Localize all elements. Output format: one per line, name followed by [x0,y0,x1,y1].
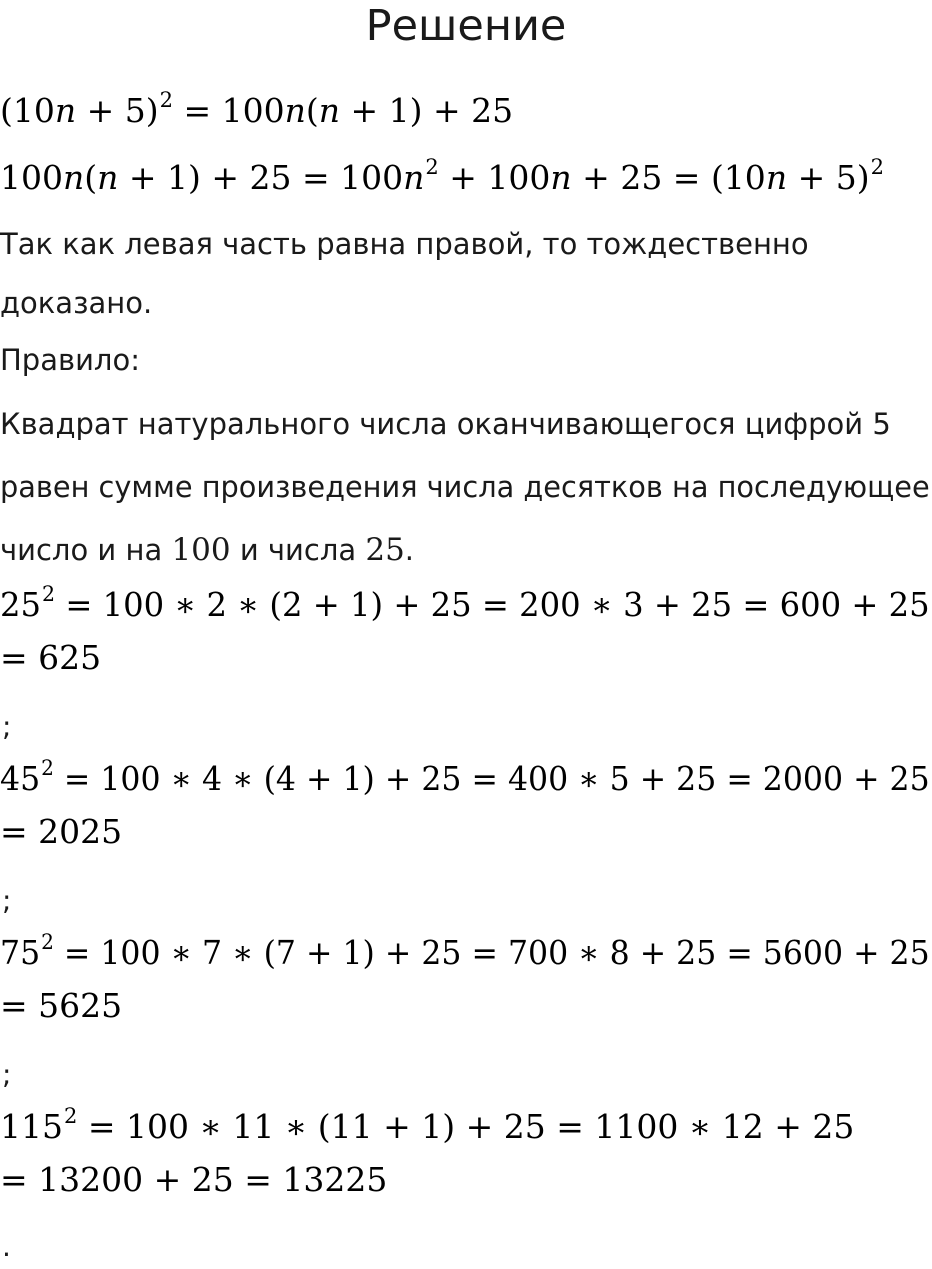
example-1-exponent: 2 [42,582,56,606]
conclusion-line-1: Так как левая часть равна правой, то тождественно [0,227,809,261]
example-3-line-1 [0,931,930,979]
identity-right-side: = 100n(n + 1) + 25 [173,91,514,130]
identity-line-1 [0,89,513,137]
example-4-line-2: = 13200 + 25 = 13225 [0,1160,388,1199]
example-2-line-2: = 2025 [0,812,123,851]
example-2-exponent: 2 [41,756,54,780]
example-4-end-mark: . [2,1230,11,1263]
rule-line-3 [0,530,414,570]
example-1-line-1 [0,583,930,631]
expansion-exponent-a: 2 [425,155,439,179]
example-4-line-1 [0,1105,854,1153]
rule-line-1: Квадрат натурального числа оканчивающегося цифрой 5 [0,407,891,441]
conclusion-line-2: доказано. [0,286,153,320]
example-4-expression: = 100 ∗ 11 ∗ (11 + 1) + 25 = 1100 ∗ 12 + 25 [77,1107,855,1146]
rule-line-3-text: число и на [0,533,172,567]
rule-number-100: 100 [171,532,231,568]
identity-left-base: (10n + 5) [0,91,159,130]
rule-line-3-mid: и числа [230,533,366,567]
rule-line-3-end: . [404,533,415,567]
example-1-separator: ; [2,710,12,743]
expansion-exponent-b: 2 [870,155,884,179]
example-4-exponent: 2 [64,1104,78,1128]
example-2-base: 45 [0,759,41,798]
example-3-exponent: 2 [41,930,54,954]
example-3-expression: = 100 ∗ 7 ∗ (7 + 1) + 25 = 700 ∗ 8 + 25 = 5600 + 25 [53,933,930,972]
expansion-part-a: 100n(n + 1) + 25 = 100n [0,158,425,197]
identity-left-exponent: 2 [159,88,174,112]
example-2-line-1 [0,757,930,805]
identity-line-2 [0,156,884,204]
example-3-separator: ; [2,1058,12,1091]
rule-line-2: равен сумме произведения числа десятков на последующее [0,470,930,504]
example-1-base: 25 [0,585,42,624]
expansion-part-b: + 100n + 25 = (10n + 5) [438,158,870,197]
example-1-line-2: = 625 [0,638,102,677]
example-4-base: 115 [0,1107,63,1146]
rule-number-25: 25 [365,532,405,568]
example-3-line-2: = 5625 [0,986,123,1025]
example-2-expression: = 100 ∗ 4 ∗ (4 + 1) + 25 = 400 ∗ 5 + 25 = 2000 + 25 [53,759,930,798]
rule-heading: Правило: [0,343,140,377]
example-3-base: 75 [0,933,41,972]
page-title: Решение [365,1,567,51]
example-1-expression: = 100 ∗ 2 ∗ (2 + 1) + 25 = 200 ∗ 3 + 25 = 600 + 25 [55,585,930,624]
example-2-separator: ; [2,884,12,917]
